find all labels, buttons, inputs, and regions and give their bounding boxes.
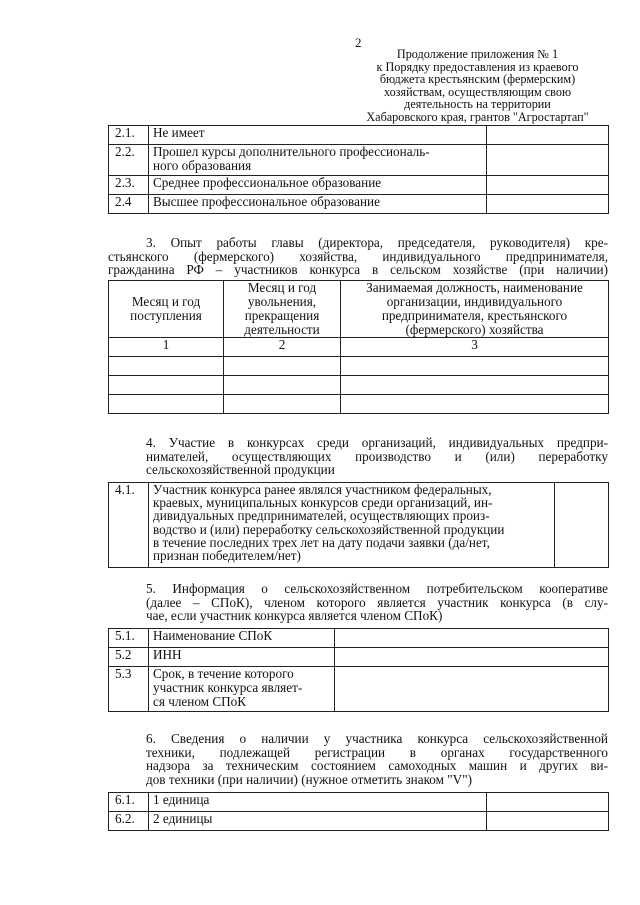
checkbox-cell[interactable]: [487, 793, 609, 812]
answer-cell[interactable]: [487, 195, 609, 214]
header-line: увольнения,: [247, 294, 317, 309]
row-number: 2.2.: [109, 145, 149, 176]
page-number: 2: [355, 35, 362, 50]
header-line: поступления: [130, 308, 202, 323]
answer-cell[interactable]: [487, 126, 609, 145]
label-line: водство и (или) переработку сельскохозяйственной продукции: [153, 521, 505, 537]
label-line: краевых, муниципальных конкурсов среди организаций, ин-: [153, 495, 493, 511]
row-number: 2.3.: [109, 176, 149, 195]
section4-text: [108, 436, 608, 477]
header-line: Занимаемая должность, наименование: [366, 280, 583, 295]
answer-cell[interactable]: [487, 176, 609, 195]
row-number: 6.1.: [109, 793, 149, 812]
table-cell[interactable]: [341, 395, 609, 414]
row-label: 1 единица: [149, 793, 487, 812]
text-line: сельскохозяйственной продукции: [146, 462, 335, 477]
header-line: хозяйствам, осуществляющим свою: [383, 84, 572, 99]
table-row: [109, 629, 609, 648]
row-label: [149, 483, 555, 568]
checkbox-cell[interactable]: [487, 812, 609, 831]
table-row: [109, 395, 609, 414]
label-line: в течение последних трех лет на дату подачи заявки (да/нет,: [153, 534, 490, 550]
row-label: [149, 667, 335, 712]
label-line: Срок, в течение которого: [153, 666, 294, 681]
text-line: дов техники (при наличии) (нужное отметить знаком "V"): [146, 771, 472, 787]
header-line: деятельности: [244, 322, 320, 337]
row-number: 5.2: [109, 648, 149, 667]
label-line: ся членом СПоК: [153, 694, 247, 709]
label-line: Прошел курсы дополнительного профессиональ-: [153, 144, 430, 159]
table-cell[interactable]: [109, 395, 224, 414]
header-line: организации, индивидуального: [386, 294, 563, 309]
label-line: ного образования: [153, 158, 252, 173]
table-cell[interactable]: [341, 357, 609, 376]
table-row: [109, 126, 609, 145]
row-label: Среднее профессиональное образование: [149, 176, 487, 195]
text-line: (далее – СПоК), членом которого является участник конкурса (в слу-: [146, 594, 608, 610]
column-number-row: [109, 338, 609, 357]
work-experience-table: [108, 280, 609, 414]
column-number: 1: [109, 338, 224, 357]
table-row: [109, 195, 609, 214]
table-row: [109, 648, 609, 667]
header-line: деятельность на территории: [404, 97, 551, 111]
text-line: 3. Опыт работы главы (директора, председателя, руководителя) кре-: [146, 235, 608, 250]
header-line: к Порядку предоставления из краевого: [376, 59, 579, 74]
column-header-end: [224, 281, 341, 338]
row-label: ИНН: [149, 648, 335, 667]
row-number: 6.2.: [109, 812, 149, 831]
header-line: Продолжение приложения № 1: [396, 47, 559, 61]
column-header-start: [109, 281, 224, 338]
table-cell[interactable]: [224, 357, 341, 376]
header-line: прекращения: [244, 308, 320, 323]
table-cell[interactable]: [109, 357, 224, 376]
row-label: Наименование СПоК: [149, 629, 335, 648]
text-line: техники, подлежащей регистрации в органах государственного: [146, 744, 608, 760]
label-line: участник конкурса являет-: [153, 680, 303, 695]
answer-cell[interactable]: [487, 145, 609, 176]
table-cell[interactable]: [224, 376, 341, 395]
column-header-position: [341, 281, 609, 338]
table-cell[interactable]: [109, 376, 224, 395]
answer-cell[interactable]: [335, 667, 609, 712]
text-line: 6. Сведения о наличии у участника конкурса сельскохозяйственной: [146, 731, 608, 746]
row-number: 5.3: [109, 667, 149, 712]
cooperative-table: [108, 628, 609, 712]
contest-participation-table: [108, 482, 609, 568]
header-line: предпринимателя, крестьянского: [381, 308, 568, 323]
header-line: Месяц и год: [131, 294, 201, 309]
table-row: [109, 357, 609, 376]
section6-text: [108, 732, 608, 786]
header-line: Хабаровского края, грантов "Агростартап": [366, 109, 589, 124]
header-line: (фермерского) хозяйства: [405, 322, 544, 337]
column-number: 3: [341, 338, 609, 357]
row-number: 2.1.: [109, 126, 149, 145]
label-line: признан победителем/нет): [153, 548, 301, 564]
row-number: 4.1.: [109, 483, 149, 568]
machinery-table: [108, 792, 609, 831]
table-row: [109, 667, 609, 712]
answer-cell[interactable]: [335, 629, 609, 648]
column-number: 2: [224, 338, 341, 357]
header-line: бюджета крестьянским (фермерским): [379, 72, 576, 86]
table-row: [109, 812, 609, 831]
row-label: [149, 145, 487, 176]
row-number: 5.1.: [109, 629, 149, 648]
text-line: 5. Информация о сельскохозяйственном потребительском кооперативе: [146, 581, 608, 596]
text-line: нимателей, осуществляющих производство и (или) переработку: [146, 448, 608, 464]
table-header-row: [109, 281, 609, 338]
table-row: [109, 176, 609, 195]
section5-text: [108, 582, 608, 623]
table-row: [109, 376, 609, 395]
answer-cell[interactable]: [555, 483, 609, 568]
table-cell[interactable]: [341, 376, 609, 395]
text-line: надзора за техническим состоянием самоходных машин и других ви-: [146, 758, 608, 773]
text-line: гражданина РФ – участников конкурса в сельском хозяйстве (при наличии): [108, 262, 608, 277]
section3-text: [108, 236, 608, 277]
text-line: чае, если участник конкурса является членом СПоК): [146, 608, 443, 623]
table-cell[interactable]: [224, 395, 341, 414]
appendix-header: [340, 48, 615, 123]
text-line: 4. Участие в конкурсах среди организаций, индивидуальных предпри-: [146, 435, 608, 450]
label-line: дивидуальных предпринимателей, осуществляющих произ-: [153, 508, 490, 524]
table-row: [109, 793, 609, 812]
answer-cell[interactable]: [335, 648, 609, 667]
header-line: Месяц и год: [247, 280, 317, 295]
row-label: Высшее профессиональное образование: [149, 195, 487, 214]
row-label: 2 единицы: [149, 812, 487, 831]
table-row: [109, 145, 609, 176]
label-line: Участник конкурса ранее являлся участником федеральных,: [153, 482, 492, 497]
row-number: 2.4: [109, 195, 149, 214]
text-line: стьянского (фермерского) хозяйства, индивидуального предпринимателя,: [108, 248, 608, 264]
row-label: Не имеет: [149, 126, 487, 145]
education-table: [108, 125, 609, 214]
table-row: [109, 483, 609, 568]
